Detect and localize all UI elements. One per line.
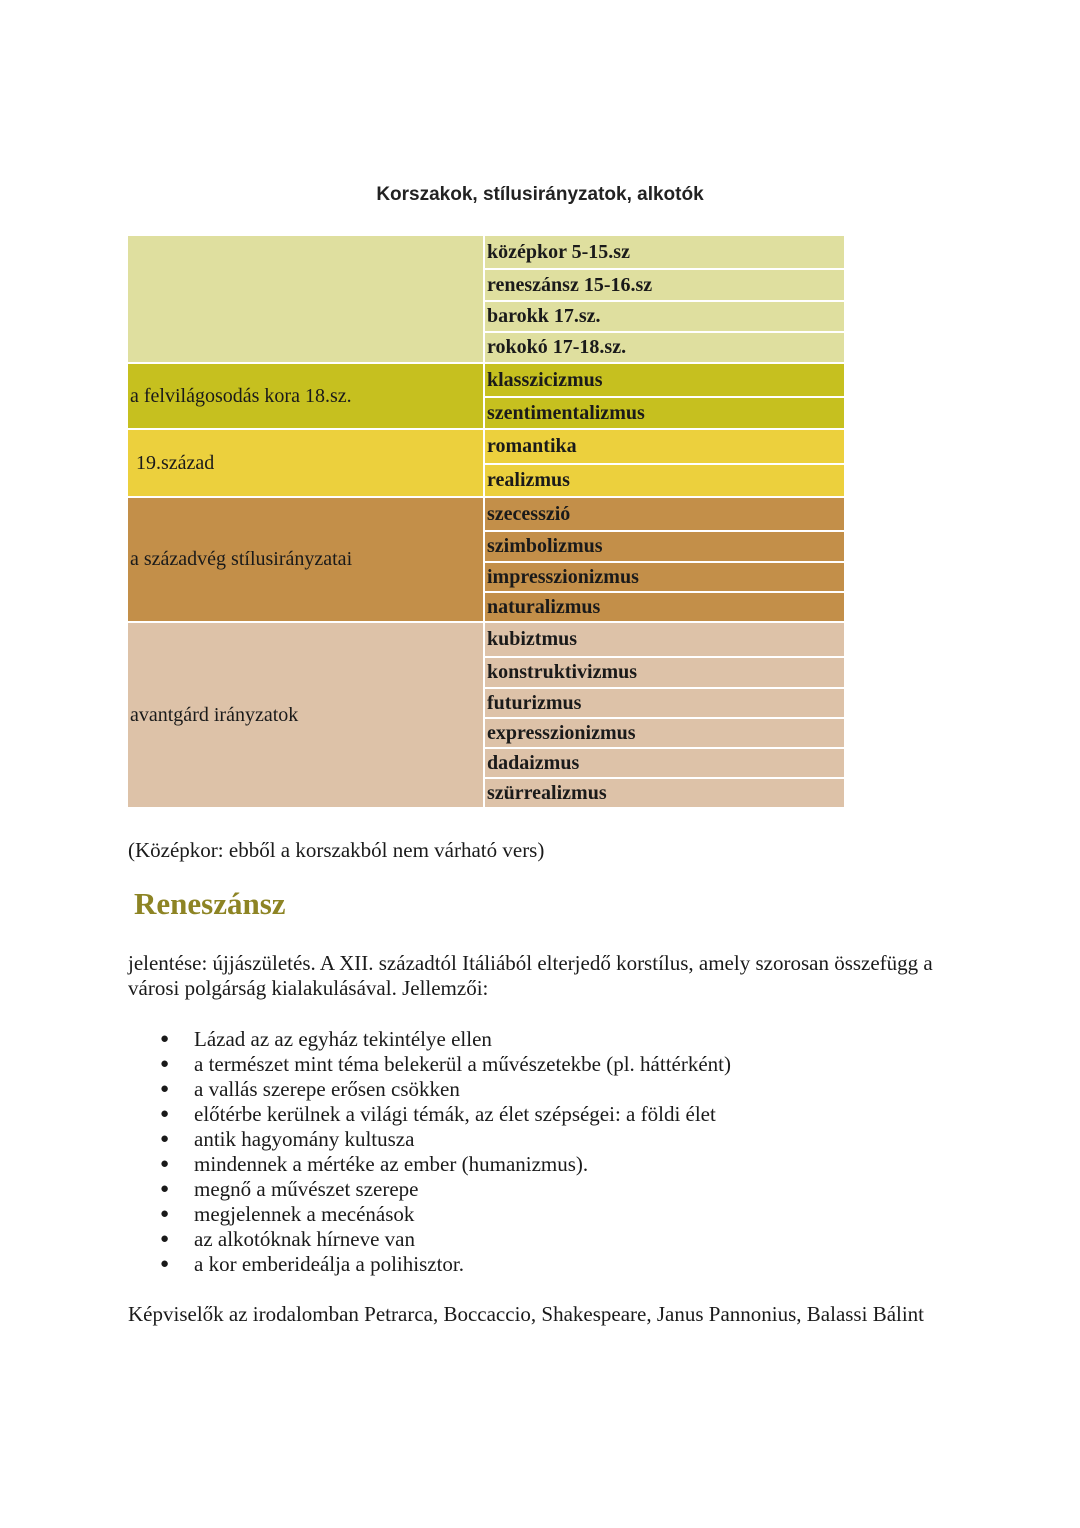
period-group: [128, 428, 844, 496]
list-item: ● megjelennek a mecénások: [160, 1202, 415, 1226]
intro-paragraph: jelentése: újjászületés. A XII. századtól Itáliából elterjedő korstílus, amely szorosan összefügg a városi polgárság kialakulásával. Jellemzői:: [128, 951, 933, 1000]
style-cell: konstruktivizmus: [485, 656, 844, 687]
era-cell: 19.század: [128, 430, 483, 496]
note-text: (Középkor: ebből a korszakból nem várható vers): [128, 838, 545, 862]
style-cell: kubiztmus: [485, 623, 844, 656]
styles-column: [483, 430, 844, 496]
style-cell: szecesszió: [485, 498, 844, 530]
styles-column: [483, 236, 844, 362]
styles-column: [483, 498, 844, 621]
style-cell: futurizmus: [485, 687, 844, 717]
style-cell: klasszicizmus: [485, 364, 844, 396]
style-cell: szentimentalizmus: [485, 396, 844, 428]
style-cell: impresszionizmus: [485, 561, 844, 591]
era-cell: a századvég stílusirányzatai: [128, 498, 483, 621]
section-heading: Reneszánsz: [134, 886, 286, 921]
period-group: [128, 621, 844, 807]
page-title: Korszakok, stílusirányzatok, alkotók: [376, 184, 704, 205]
styles-column: [483, 364, 844, 428]
style-cell: szürrealizmus: [485, 777, 844, 807]
bullet-icon: ●: [160, 1056, 170, 1072]
style-cell: szimbolizmus: [485, 530, 844, 561]
list-item: ● előtérbe kerülnek a világi témák, az élet szépségei: a földi élet: [160, 1102, 716, 1126]
list-item: ● mindennek a mértéke az ember (humanizmus).: [160, 1152, 589, 1176]
representatives-paragraph: Képviselők az irodalomban Petrarca, Boccaccio, Shakespeare, Janus Pannonius, Balassi Bálint: [128, 1302, 925, 1326]
style-cell: romantika: [485, 430, 844, 463]
features-list: [160, 1027, 731, 1277]
style-cell: naturalizmus: [485, 591, 844, 621]
list-item: ● a kor emberideálja a polihisztor.: [160, 1252, 464, 1276]
era-cell: a felvilágosodás kora 18.sz.: [128, 364, 483, 428]
bullet-icon: ●: [160, 1231, 170, 1247]
bullet-icon: ●: [160, 1156, 170, 1172]
era-cell: [128, 236, 483, 362]
bullet-icon: ●: [160, 1031, 170, 1047]
period-group: [128, 496, 844, 621]
list-item: ● megnő a művészet szerepe: [160, 1177, 419, 1201]
bullet-icon: ●: [160, 1131, 170, 1147]
list-item: ● Lázad az az egyház tekintélye ellen: [160, 1027, 492, 1051]
style-cell: barokk 17.sz.: [485, 300, 844, 331]
style-cell: realizmus: [485, 463, 844, 496]
period-table: [128, 236, 844, 807]
style-cell: expresszionizmus: [485, 717, 844, 747]
bullet-icon: ●: [160, 1256, 170, 1272]
list-item: ● az alkotóknak hírneve van: [160, 1227, 415, 1251]
period-group: [128, 362, 844, 428]
style-cell: dadaizmus: [485, 747, 844, 777]
styles-column: [483, 623, 844, 807]
bullet-icon: ●: [160, 1181, 170, 1197]
period-group: [128, 236, 844, 362]
style-cell: rokokó 17-18.sz.: [485, 331, 844, 362]
list-item: ● a vallás szerepe erősen csökken: [160, 1077, 460, 1101]
list-item: ● a természet mint téma belekerül a művészetekbe (pl. háttérként): [160, 1052, 732, 1076]
bullet-icon: ●: [160, 1206, 170, 1222]
style-cell: reneszánsz 15-16.sz: [485, 268, 844, 300]
style-cell: középkor 5-15.sz: [485, 236, 844, 268]
bullet-icon: ●: [160, 1081, 170, 1097]
list-item: ● antik hagyomány kultusza: [160, 1127, 415, 1151]
era-cell: avantgárd irányzatok: [128, 623, 483, 807]
bullet-icon: ●: [160, 1106, 170, 1122]
